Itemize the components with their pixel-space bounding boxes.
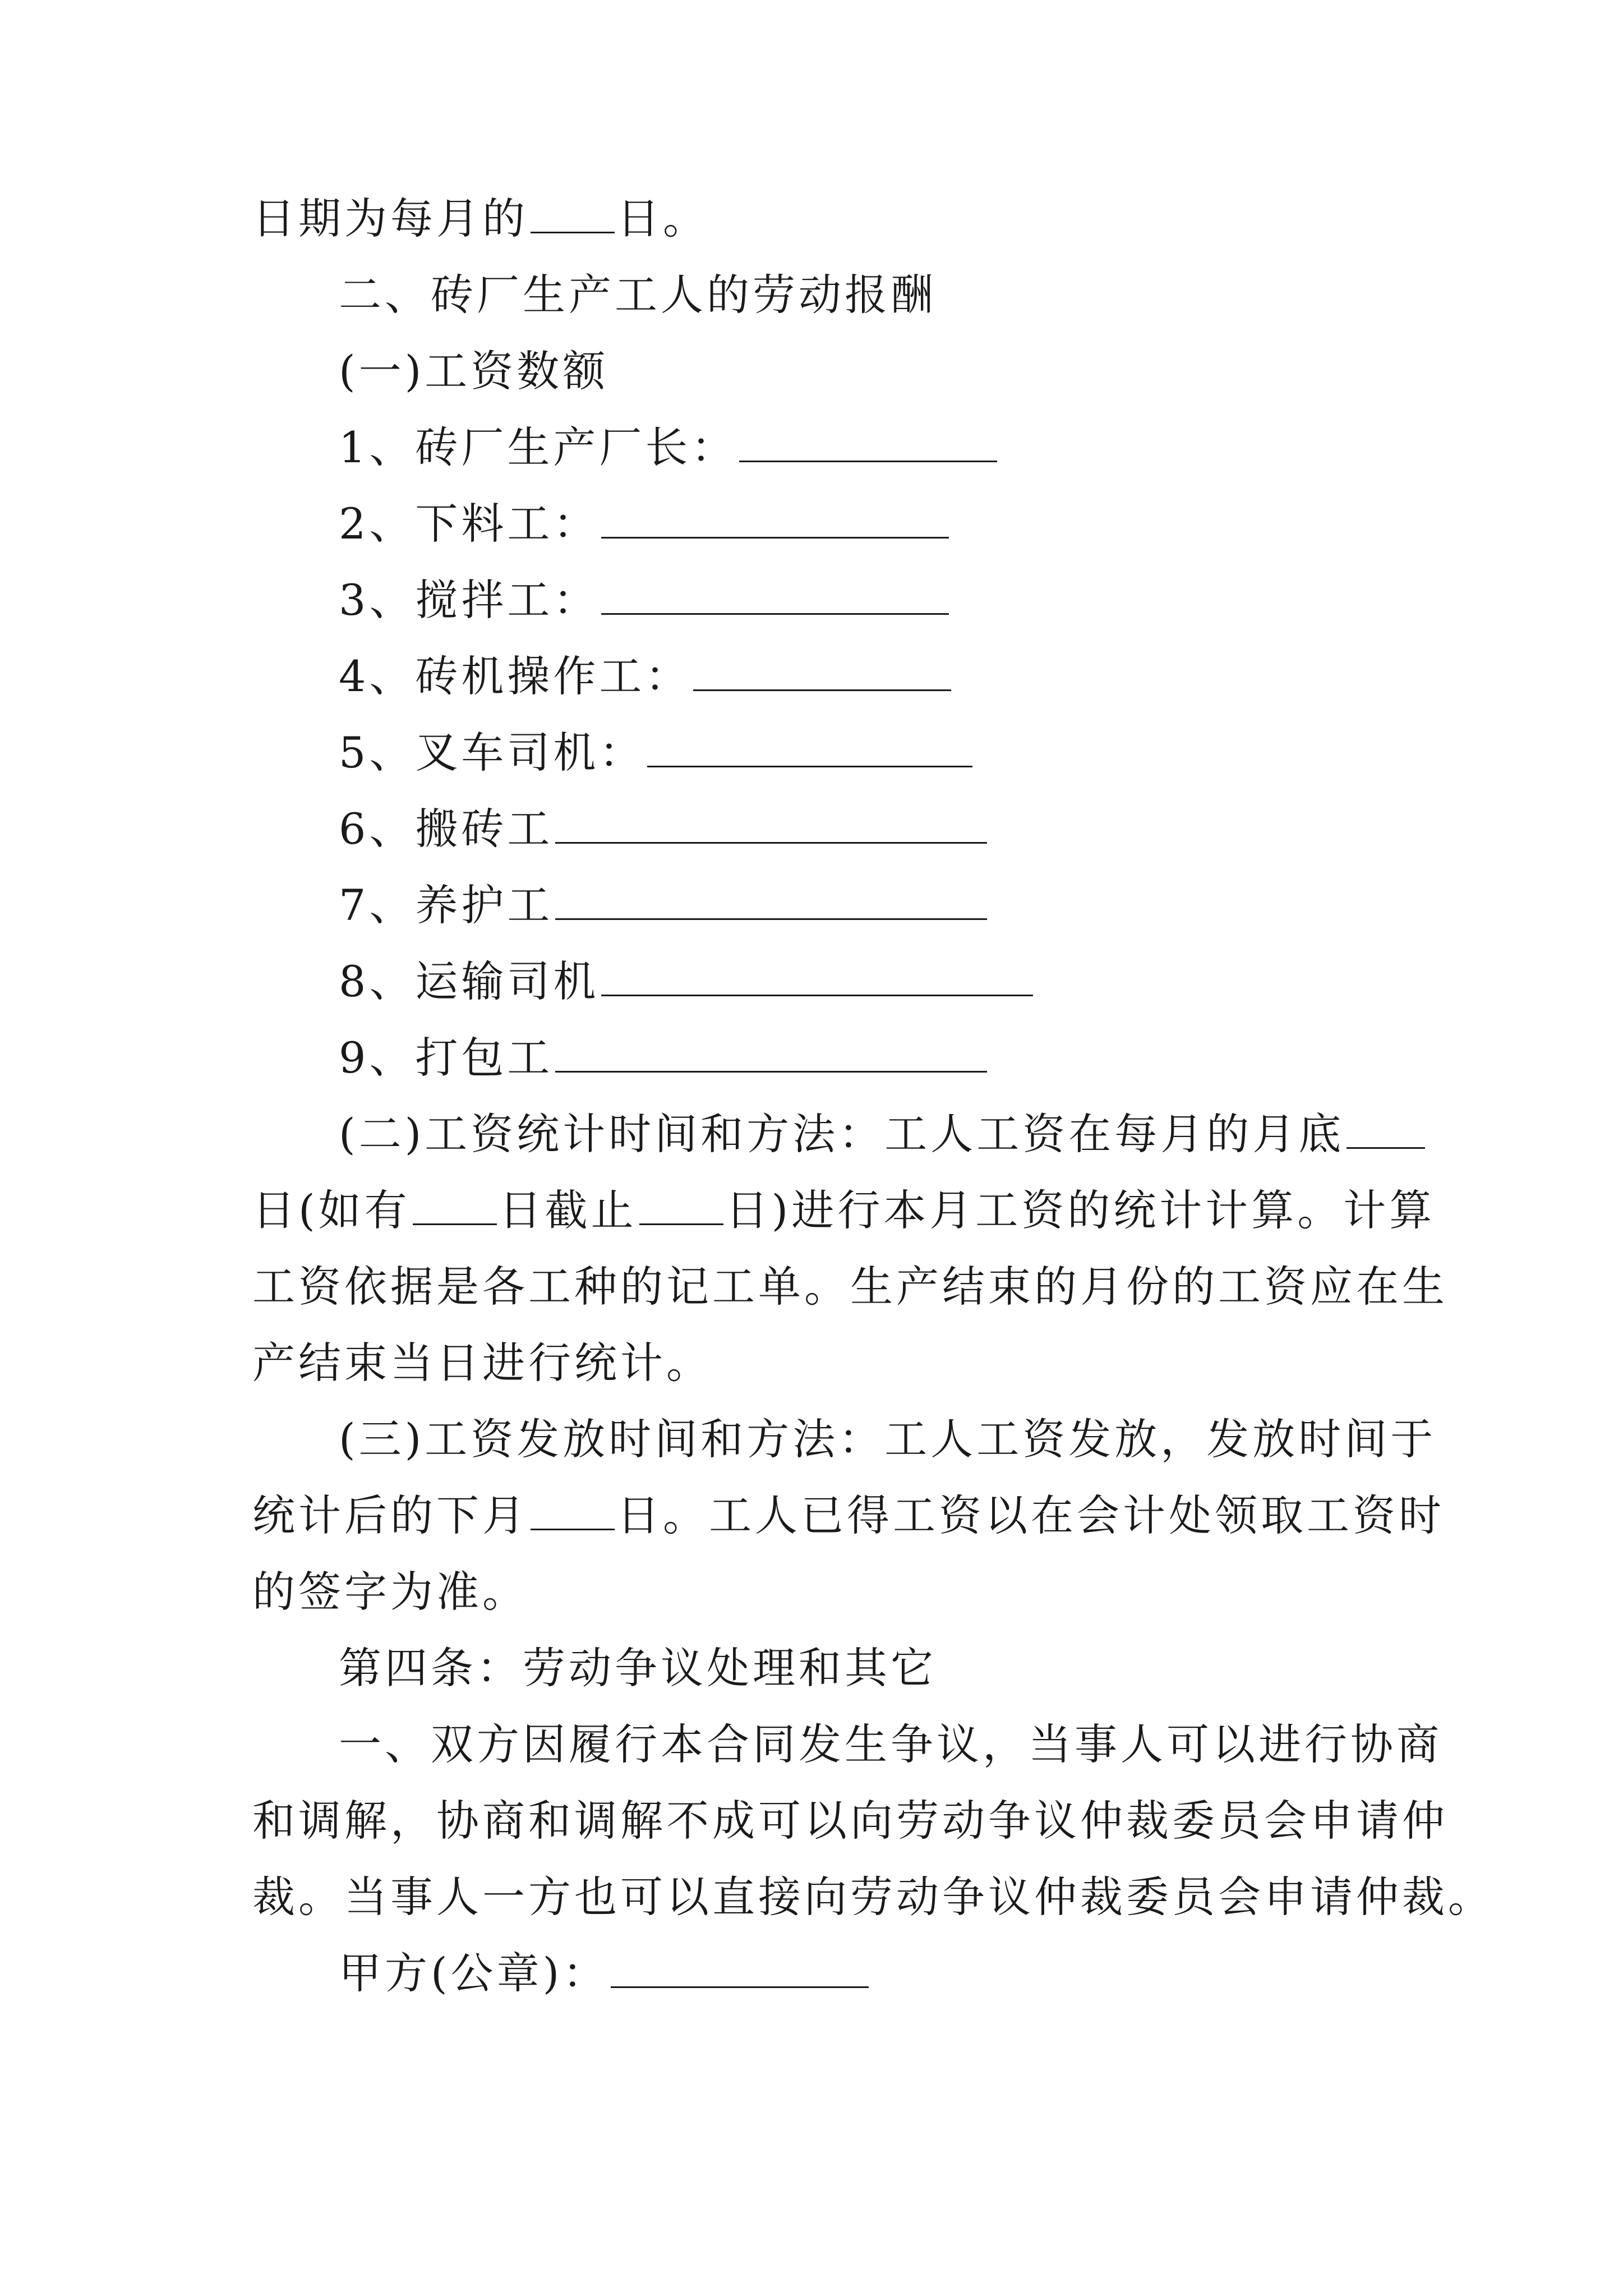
fill-blank[interactable] <box>531 196 615 233</box>
line-text: (二)工资统计时间和方法：工人工资在每月的月底 <box>339 1109 1345 1159</box>
line-text: 日截止 <box>499 1185 637 1235</box>
text-line-payday <box>252 191 709 247</box>
fill-blank[interactable] <box>739 425 997 462</box>
paragraph-wage-payment <box>339 1411 1436 1467</box>
fill-blank[interactable] <box>555 1035 987 1073</box>
wage-item-forklift-driver <box>339 725 975 781</box>
paragraph-dispute <box>339 1717 1442 1773</box>
fill-blank[interactable] <box>555 806 987 844</box>
fill-blank[interactable] <box>693 654 951 691</box>
line-text: (一)工资数额 <box>339 346 609 396</box>
line-text: (三)工资发放时间和方法：工人工资发放，发放时间于 <box>339 1414 1437 1464</box>
signature-party-a <box>339 1945 871 2001</box>
wage-item-transport-driver <box>339 954 1035 1010</box>
fill-blank[interactable] <box>647 730 972 767</box>
paragraph-wage-statistics <box>339 1106 1427 1162</box>
section-heading <box>339 267 937 323</box>
line-text: 3、搅拌工： <box>339 575 600 625</box>
wage-item-factory-director <box>339 420 999 476</box>
paragraph-wage-statistics-cont <box>252 1182 1435 1239</box>
line-text: 9、打包工 <box>339 1033 554 1083</box>
paragraph-text-line <box>252 1564 528 1620</box>
wage-item-curing-worker <box>339 877 989 933</box>
fill-blank[interactable] <box>531 1493 615 1530</box>
paragraph-text-line <box>252 1793 1448 1849</box>
fill-blank[interactable] <box>601 501 949 539</box>
wage-item-mixer <box>339 572 951 628</box>
line-text: 2、下料工： <box>339 499 600 549</box>
line-text: 统计后的下月 <box>252 1490 528 1540</box>
line-text: 第四条：劳动争议处理和其它 <box>339 1643 937 1693</box>
line-text: 工资依据是各工种的记工单。生产结束的月份的工资应在生 <box>252 1262 1448 1312</box>
line-text: 日。 <box>617 194 709 243</box>
wage-item-brick-mover <box>339 801 989 857</box>
wage-item-brick-machine-operator <box>339 648 953 705</box>
fill-blank[interactable] <box>611 1950 869 1988</box>
line-text: 7、养护工 <box>339 880 554 930</box>
fill-blank[interactable] <box>413 1188 497 1225</box>
line-text: 日。工人已得工资以在会计处领取工资时 <box>617 1490 1445 1540</box>
article-heading <box>339 1640 937 1696</box>
line-text: 的签字为准。 <box>252 1567 528 1617</box>
wage-item-packer <box>339 1030 989 1086</box>
line-text: 日)进行本月工资的统计计算。计算 <box>725 1185 1436 1235</box>
line-text: 6、搬砖工 <box>339 804 554 854</box>
paragraph-text-line <box>252 1259 1448 1315</box>
line-text: 1、砖厂生产厂长： <box>339 422 737 472</box>
paragraph-wage-payment-cont <box>252 1488 1445 1544</box>
line-text: 甲方(公章)： <box>339 1948 609 1998</box>
paragraph-text-line <box>252 1869 1494 1925</box>
line-text: 日(如有 <box>252 1185 411 1235</box>
wage-item-material-worker <box>339 496 951 552</box>
paragraph-text-line <box>252 1335 712 1391</box>
fill-blank[interactable] <box>601 577 949 615</box>
subsection-heading <box>339 343 608 399</box>
line-text: 产结束当日进行统计。 <box>252 1338 712 1388</box>
line-text: 日期为每月的 <box>252 194 528 243</box>
fill-blank[interactable] <box>639 1188 723 1225</box>
fill-blank[interactable] <box>1347 1111 1425 1149</box>
line-text: 和调解，协商和调解不成可以向劳动争议仲裁委员会申请仲 <box>252 1796 1448 1846</box>
line-text: 裁。当事人一方也可以直接向劳动争议仲裁委员会申请仲裁。 <box>252 1872 1494 1922</box>
line-text: 5、叉车司机： <box>339 728 645 777</box>
line-text: 4、砖机操作工： <box>339 651 691 701</box>
fill-blank[interactable] <box>555 882 987 920</box>
line-text: 二、砖厂生产工人的劳动报酬 <box>339 270 937 320</box>
fill-blank[interactable] <box>601 959 1033 996</box>
line-text: 一、双方因履行本合同发生争议，当事人可以进行协商 <box>339 1719 1442 1769</box>
line-text: 8、运输司机 <box>339 956 600 1006</box>
